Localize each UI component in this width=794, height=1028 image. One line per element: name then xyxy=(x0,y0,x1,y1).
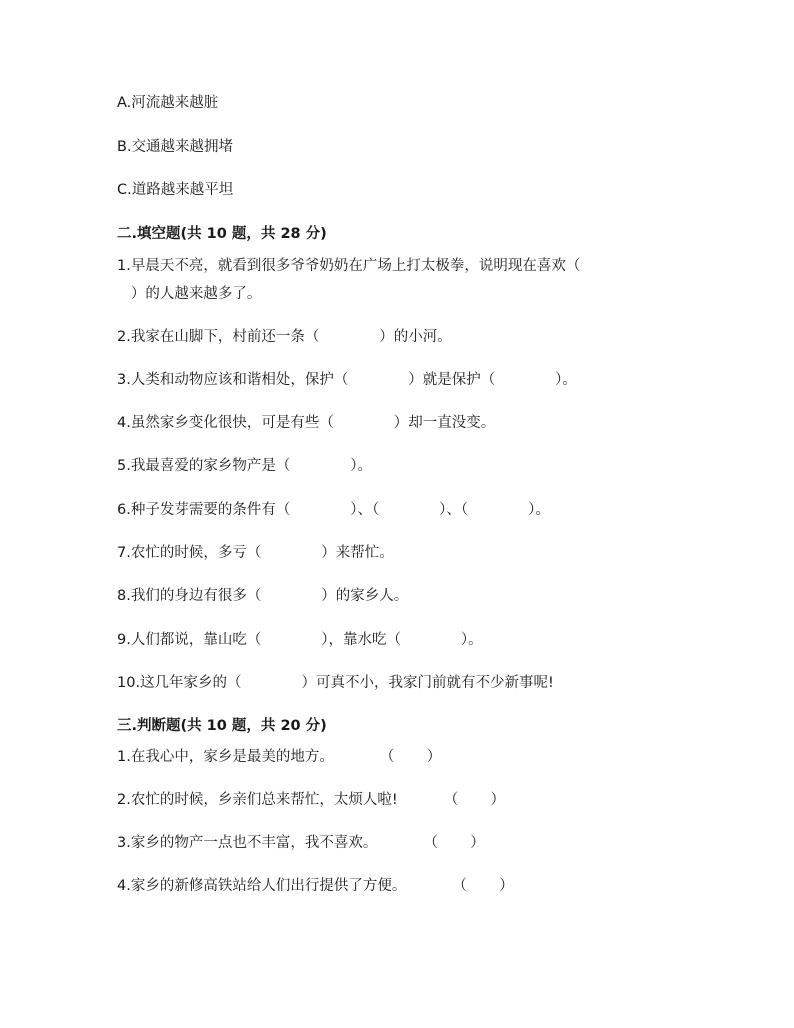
option-b: B.交通越来越拥堵 xyxy=(117,139,234,155)
fill-question-8: 8.我们的身边有很多（ ）的家乡人。 xyxy=(117,588,409,604)
fill-question-2: 2.我家在山脚下，村前还一条（ ）的小河。 xyxy=(117,329,452,345)
fill-question-1-line-2: ）的人越来越多了。 xyxy=(117,286,262,302)
fill-question-5: 5.我最喜爱的家乡物产是（ ）。 xyxy=(117,458,373,474)
fill-question-4: 4.虽然家乡变化很快，可是有些（ ）却一直没变。 xyxy=(117,415,496,431)
fill-question-7: 7.农忙的时候，多亏（ ）来帮忙。 xyxy=(117,545,394,561)
section-3-heading: 三.判断题(共 10 题，共 20 分) xyxy=(117,718,327,734)
judge-question-2: 2.农忙的时候，乡亲们总来帮忙，太烦人啦! （ ） xyxy=(117,792,506,808)
judge-question-1: 1.在我心中，家乡是最美的地方。 （ ） xyxy=(117,749,442,765)
option-a: A.河流越来越脏 xyxy=(117,95,219,111)
fill-question-3: 3.人类和动物应该和谐相处，保护（ ）就是保护（ ）。 xyxy=(117,372,577,388)
fill-question-9: 9.人们都说，靠山吃（ ），靠水吃（ ）。 xyxy=(117,632,483,648)
fill-question-10: 10.这几年家乡的（ ）可真不小，我家门前就有不少新事呢! xyxy=(117,675,554,691)
fill-question-6: 6.种子发芽需要的条件有（ ）、（ ）、（ ）。 xyxy=(117,502,550,518)
judge-question-4: 4.家乡的新修高铁站给人们出行提供了方便。 （ ） xyxy=(117,878,514,894)
fill-question-1-line-1: 1.早晨天不亮，就看到很多爷爷奶奶在广场上打太极拳，说明现在喜欢（ xyxy=(117,258,581,274)
judge-question-3: 3.家乡的物产一点也不丰富，我不喜欢。 （ ） xyxy=(117,835,485,851)
option-c: C.道路越来越平坦 xyxy=(117,182,234,198)
section-2-heading: 二.填空题(共 10 题，共 28 分) xyxy=(117,226,327,242)
